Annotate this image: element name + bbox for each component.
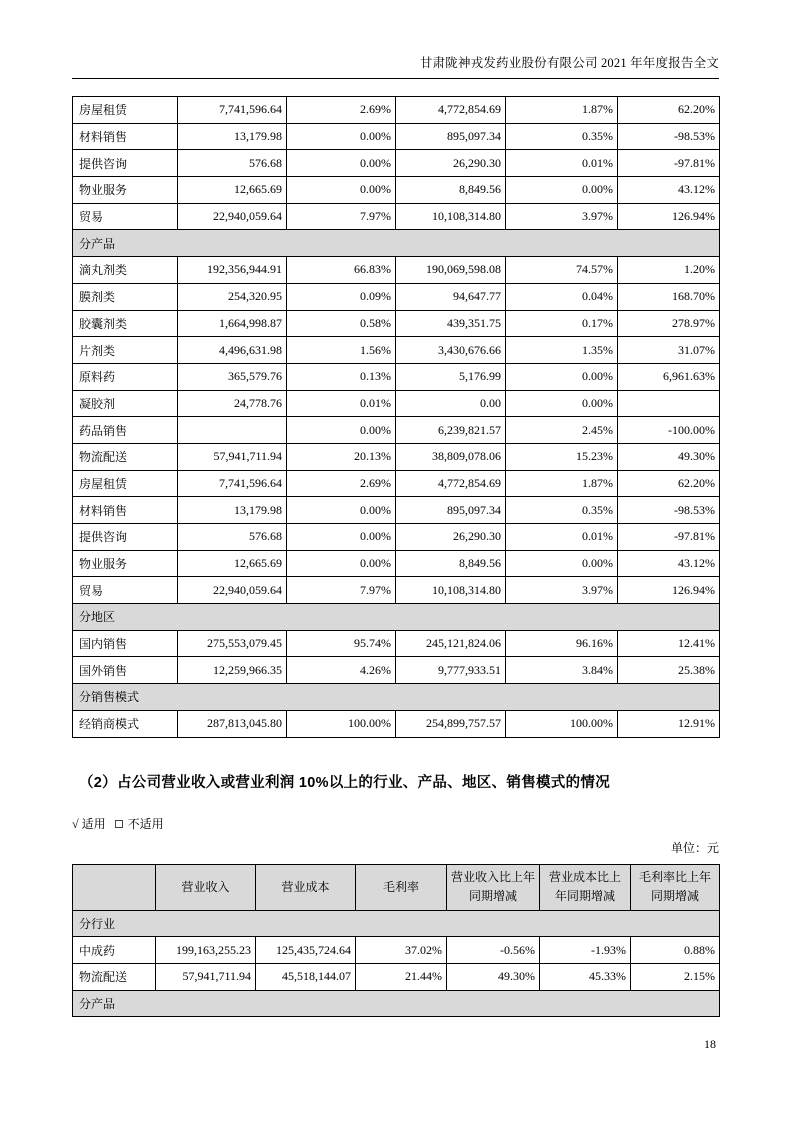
value-cell: 278.97% xyxy=(618,310,720,337)
row-label-cell: 片剂类 xyxy=(73,337,178,364)
row-label-cell: 材料销售 xyxy=(73,123,178,150)
table-section-row xyxy=(73,910,720,937)
value-cell: 22,940,059.64 xyxy=(178,203,287,230)
value-cell: 49.30% xyxy=(618,443,720,470)
section-label-cell: 分产品 xyxy=(73,990,720,1017)
table-row xyxy=(73,363,720,390)
value-cell: 7.97% xyxy=(287,203,396,230)
row-label-cell: 胶囊剂类 xyxy=(73,310,178,337)
section-label-cell: 分地区 xyxy=(73,604,720,631)
table-row xyxy=(73,630,720,657)
table-row xyxy=(73,203,720,230)
value-cell: 2.69% xyxy=(287,97,396,124)
value-cell: 6,239,821.57 xyxy=(396,417,506,444)
value-cell: 43.12% xyxy=(618,550,720,577)
value-cell: 12.91% xyxy=(618,710,720,737)
value-cell: 0.00% xyxy=(287,177,396,204)
row-label-cell: 滴丸剂类 xyxy=(73,257,178,284)
page-content xyxy=(72,0,719,1017)
table-row xyxy=(73,310,720,337)
table-row xyxy=(73,470,720,497)
row-label-cell: 物流配送 xyxy=(73,963,156,990)
value-cell: 192,356,944.91 xyxy=(178,257,287,284)
table-row xyxy=(73,657,720,684)
value-cell: 0.00% xyxy=(506,177,618,204)
value-cell: 2.45% xyxy=(506,417,618,444)
value-cell: 100.00% xyxy=(287,710,396,737)
column-header-cell: 毛利率比上年同期增减 xyxy=(631,864,720,910)
value-cell: 0.04% xyxy=(506,283,618,310)
value-cell: 4,496,631.98 xyxy=(178,337,287,364)
value-cell: -98.53% xyxy=(618,123,720,150)
value-cell: 21.44% xyxy=(356,963,447,990)
value-cell: 13,179.98 xyxy=(178,123,287,150)
value-cell: 199,163,255.23 xyxy=(156,937,256,964)
value-cell: 1.87% xyxy=(506,97,618,124)
value-cell: 0.01% xyxy=(506,524,618,551)
table-row xyxy=(73,283,720,310)
value-cell: 3.84% xyxy=(506,657,618,684)
section-label-cell: 分产品 xyxy=(73,230,720,257)
value-cell: -97.81% xyxy=(618,524,720,551)
value-cell: 126.94% xyxy=(618,203,720,230)
row-label-cell: 房屋租赁 xyxy=(73,97,178,124)
table-row xyxy=(73,177,720,204)
row-label-cell: 药品销售 xyxy=(73,417,178,444)
table-row xyxy=(73,937,720,964)
value-cell: -100.00% xyxy=(618,417,720,444)
value-cell: 254,899,757.57 xyxy=(396,710,506,737)
value-cell: 74.57% xyxy=(506,257,618,284)
value-cell: 0.13% xyxy=(287,363,396,390)
industry-product-table xyxy=(72,864,720,1018)
table-row xyxy=(73,257,720,284)
value-cell: 13,179.98 xyxy=(178,497,287,524)
column-header-cell xyxy=(73,864,156,910)
value-cell: 12,665.69 xyxy=(178,550,287,577)
page-number: 18 xyxy=(704,1037,716,1051)
value-cell: 66.83% xyxy=(287,257,396,284)
value-cell: -1.93% xyxy=(540,937,631,964)
table-row xyxy=(73,337,720,364)
value-cell: 245,121,824.06 xyxy=(396,630,506,657)
value-cell: 15.23% xyxy=(506,443,618,470)
value-cell: 0.88% xyxy=(631,937,720,964)
value-cell: 895,097.34 xyxy=(396,497,506,524)
value-cell: 22,940,059.64 xyxy=(178,577,287,604)
value-cell: 62.20% xyxy=(618,470,720,497)
row-label-cell: 提供咨询 xyxy=(73,150,178,177)
value-cell: 3.97% xyxy=(506,203,618,230)
table-row xyxy=(73,963,720,990)
table-row xyxy=(73,150,720,177)
value-cell: 8,849.56 xyxy=(396,177,506,204)
section-label-cell: 分销售模式 xyxy=(73,684,720,711)
document-header-title: 甘肃陇神戎发药业股份有限公司 2021 年年度报告全文 xyxy=(72,0,719,79)
value-cell: 4,772,854.69 xyxy=(396,97,506,124)
table-row xyxy=(73,443,720,470)
value-cell: 0.35% xyxy=(506,497,618,524)
table-row xyxy=(73,97,720,124)
value-cell: 26,290.30 xyxy=(396,524,506,551)
value-cell: 26,290.30 xyxy=(396,150,506,177)
value-cell: 0.17% xyxy=(506,310,618,337)
value-cell: 12,259,966.35 xyxy=(178,657,287,684)
value-cell: 0.00% xyxy=(506,363,618,390)
column-header-cell: 营业成本 xyxy=(256,864,356,910)
value-cell: 12.41% xyxy=(618,630,720,657)
value-cell: 0.00% xyxy=(506,550,618,577)
value-cell: 0.35% xyxy=(506,123,618,150)
value-cell: 31.07% xyxy=(618,337,720,364)
row-label-cell: 凝胶剂 xyxy=(73,390,178,417)
value-cell: 275,553,079.45 xyxy=(178,630,287,657)
check-icon: √ xyxy=(72,816,79,831)
value-cell: 25.38% xyxy=(618,657,720,684)
value-cell: 95.74% xyxy=(287,630,396,657)
value-cell: 895,097.34 xyxy=(396,123,506,150)
row-label-cell: 原料药 xyxy=(73,363,178,390)
value-cell: 2.15% xyxy=(631,963,720,990)
table-section-row xyxy=(73,684,720,711)
value-cell: 24,778.76 xyxy=(178,390,287,417)
column-header-cell: 营业成本比上年同期增减 xyxy=(540,864,631,910)
value-cell: 8,849.56 xyxy=(396,550,506,577)
value-cell: -97.81% xyxy=(618,150,720,177)
value-cell: 126.94% xyxy=(618,577,720,604)
value-cell: 1.20% xyxy=(618,257,720,284)
table-row xyxy=(73,710,720,737)
value-cell: 576.68 xyxy=(178,524,287,551)
value-cell: 0.00% xyxy=(287,550,396,577)
row-label-cell: 膜剂类 xyxy=(73,283,178,310)
column-header-cell: 营业收入 xyxy=(156,864,256,910)
value-cell: 3.97% xyxy=(506,577,618,604)
table-section-row xyxy=(73,604,720,631)
row-label-cell: 贸易 xyxy=(73,577,178,604)
value-cell: 37.02% xyxy=(356,937,447,964)
column-header-cell: 营业收入比上年同期增减 xyxy=(447,864,540,910)
table-section-row xyxy=(73,990,720,1017)
value-cell: 439,351.75 xyxy=(396,310,506,337)
value-cell xyxy=(178,417,287,444)
value-cell: 0.00 xyxy=(396,390,506,417)
value-cell: 7,741,596.64 xyxy=(178,97,287,124)
unit-label: 单位：元 xyxy=(670,840,719,855)
value-cell: 0.58% xyxy=(287,310,396,337)
not-applicable-label: 不适用 xyxy=(127,816,164,831)
value-cell: 57,941,711.94 xyxy=(156,963,256,990)
row-label-cell: 中成药 xyxy=(73,937,156,964)
value-cell: 0.09% xyxy=(287,283,396,310)
table-row xyxy=(73,123,720,150)
applicable-label: 适用 xyxy=(81,816,106,831)
value-cell: 2.69% xyxy=(287,470,396,497)
table-row xyxy=(73,550,720,577)
value-cell: 0.00% xyxy=(287,497,396,524)
row-label-cell: 国内销售 xyxy=(73,630,178,657)
row-label-cell: 材料销售 xyxy=(73,497,178,524)
value-cell: 94,647.77 xyxy=(396,283,506,310)
row-label-cell: 经销商模式 xyxy=(73,710,178,737)
value-cell: 576.68 xyxy=(178,150,287,177)
value-cell: 1.87% xyxy=(506,470,618,497)
value-cell: 0.00% xyxy=(287,524,396,551)
value-cell: 49.30% xyxy=(447,963,540,990)
value-cell: 365,579.76 xyxy=(178,363,287,390)
value-cell: 45.33% xyxy=(540,963,631,990)
value-cell: 254,320.95 xyxy=(178,283,287,310)
value-cell: 20.13% xyxy=(287,443,396,470)
row-label-cell: 提供咨询 xyxy=(73,524,178,551)
value-cell: 9,777,933.51 xyxy=(396,657,506,684)
row-label-cell: 物业服务 xyxy=(73,550,178,577)
value-cell: 6,961.63% xyxy=(618,363,720,390)
value-cell: 57,941,711.94 xyxy=(178,443,287,470)
value-cell: 7,741,596.64 xyxy=(178,470,287,497)
value-cell: 100.00% xyxy=(506,710,618,737)
table-section-row xyxy=(73,230,720,257)
table-row xyxy=(73,524,720,551)
section-label-cell: 分行业 xyxy=(73,910,720,937)
row-label-cell: 物业服务 xyxy=(73,177,178,204)
row-label-cell: 房屋租赁 xyxy=(73,470,178,497)
row-label-cell: 贸易 xyxy=(73,203,178,230)
value-cell: 3,430,676.66 xyxy=(396,337,506,364)
value-cell: 0.00% xyxy=(287,150,396,177)
checkbox-unchecked-icon xyxy=(115,820,123,828)
value-cell: 4.26% xyxy=(287,657,396,684)
value-cell: 0.01% xyxy=(287,390,396,417)
table-row xyxy=(73,390,720,417)
value-cell: 0.01% xyxy=(506,150,618,177)
value-cell: -98.53% xyxy=(618,497,720,524)
value-cell: 1.35% xyxy=(506,337,618,364)
value-cell: 287,813,045.80 xyxy=(178,710,287,737)
table-header-row xyxy=(73,864,720,910)
value-cell: 45,518,144.07 xyxy=(256,963,356,990)
table-row xyxy=(73,497,720,524)
row-label-cell: 国外销售 xyxy=(73,657,178,684)
value-cell: 38,809,078.06 xyxy=(396,443,506,470)
value-cell: 1,664,998.87 xyxy=(178,310,287,337)
revenue-breakdown-table xyxy=(72,96,720,738)
value-cell: 125,435,724.64 xyxy=(256,937,356,964)
table-row xyxy=(73,417,720,444)
value-cell: -0.56% xyxy=(447,937,540,964)
value-cell: 62.20% xyxy=(618,97,720,124)
value-cell: 96.16% xyxy=(506,630,618,657)
value-cell: 0.00% xyxy=(287,417,396,444)
value-cell xyxy=(618,390,720,417)
value-cell: 0.00% xyxy=(506,390,618,417)
value-cell: 10,108,314.80 xyxy=(396,203,506,230)
value-cell: 0.00% xyxy=(287,123,396,150)
value-cell: 4,772,854.69 xyxy=(396,470,506,497)
row-label-cell: 物流配送 xyxy=(73,443,178,470)
column-header-cell: 毛利率 xyxy=(356,864,447,910)
value-cell: 168.70% xyxy=(618,283,720,310)
table-row xyxy=(73,577,720,604)
value-cell: 7.97% xyxy=(287,577,396,604)
applicability-line xyxy=(72,815,719,832)
value-cell: 12,665.69 xyxy=(178,177,287,204)
value-cell: 43.12% xyxy=(618,177,720,204)
value-cell: 10,108,314.80 xyxy=(396,577,506,604)
value-cell: 190,069,598.08 xyxy=(396,257,506,284)
section-heading: （2）占公司营业收入或营业利润 10%以上的行业、产品、地区、销售模式的情况 xyxy=(79,774,611,791)
value-cell: 5,176.99 xyxy=(396,363,506,390)
value-cell: 1.56% xyxy=(287,337,396,364)
